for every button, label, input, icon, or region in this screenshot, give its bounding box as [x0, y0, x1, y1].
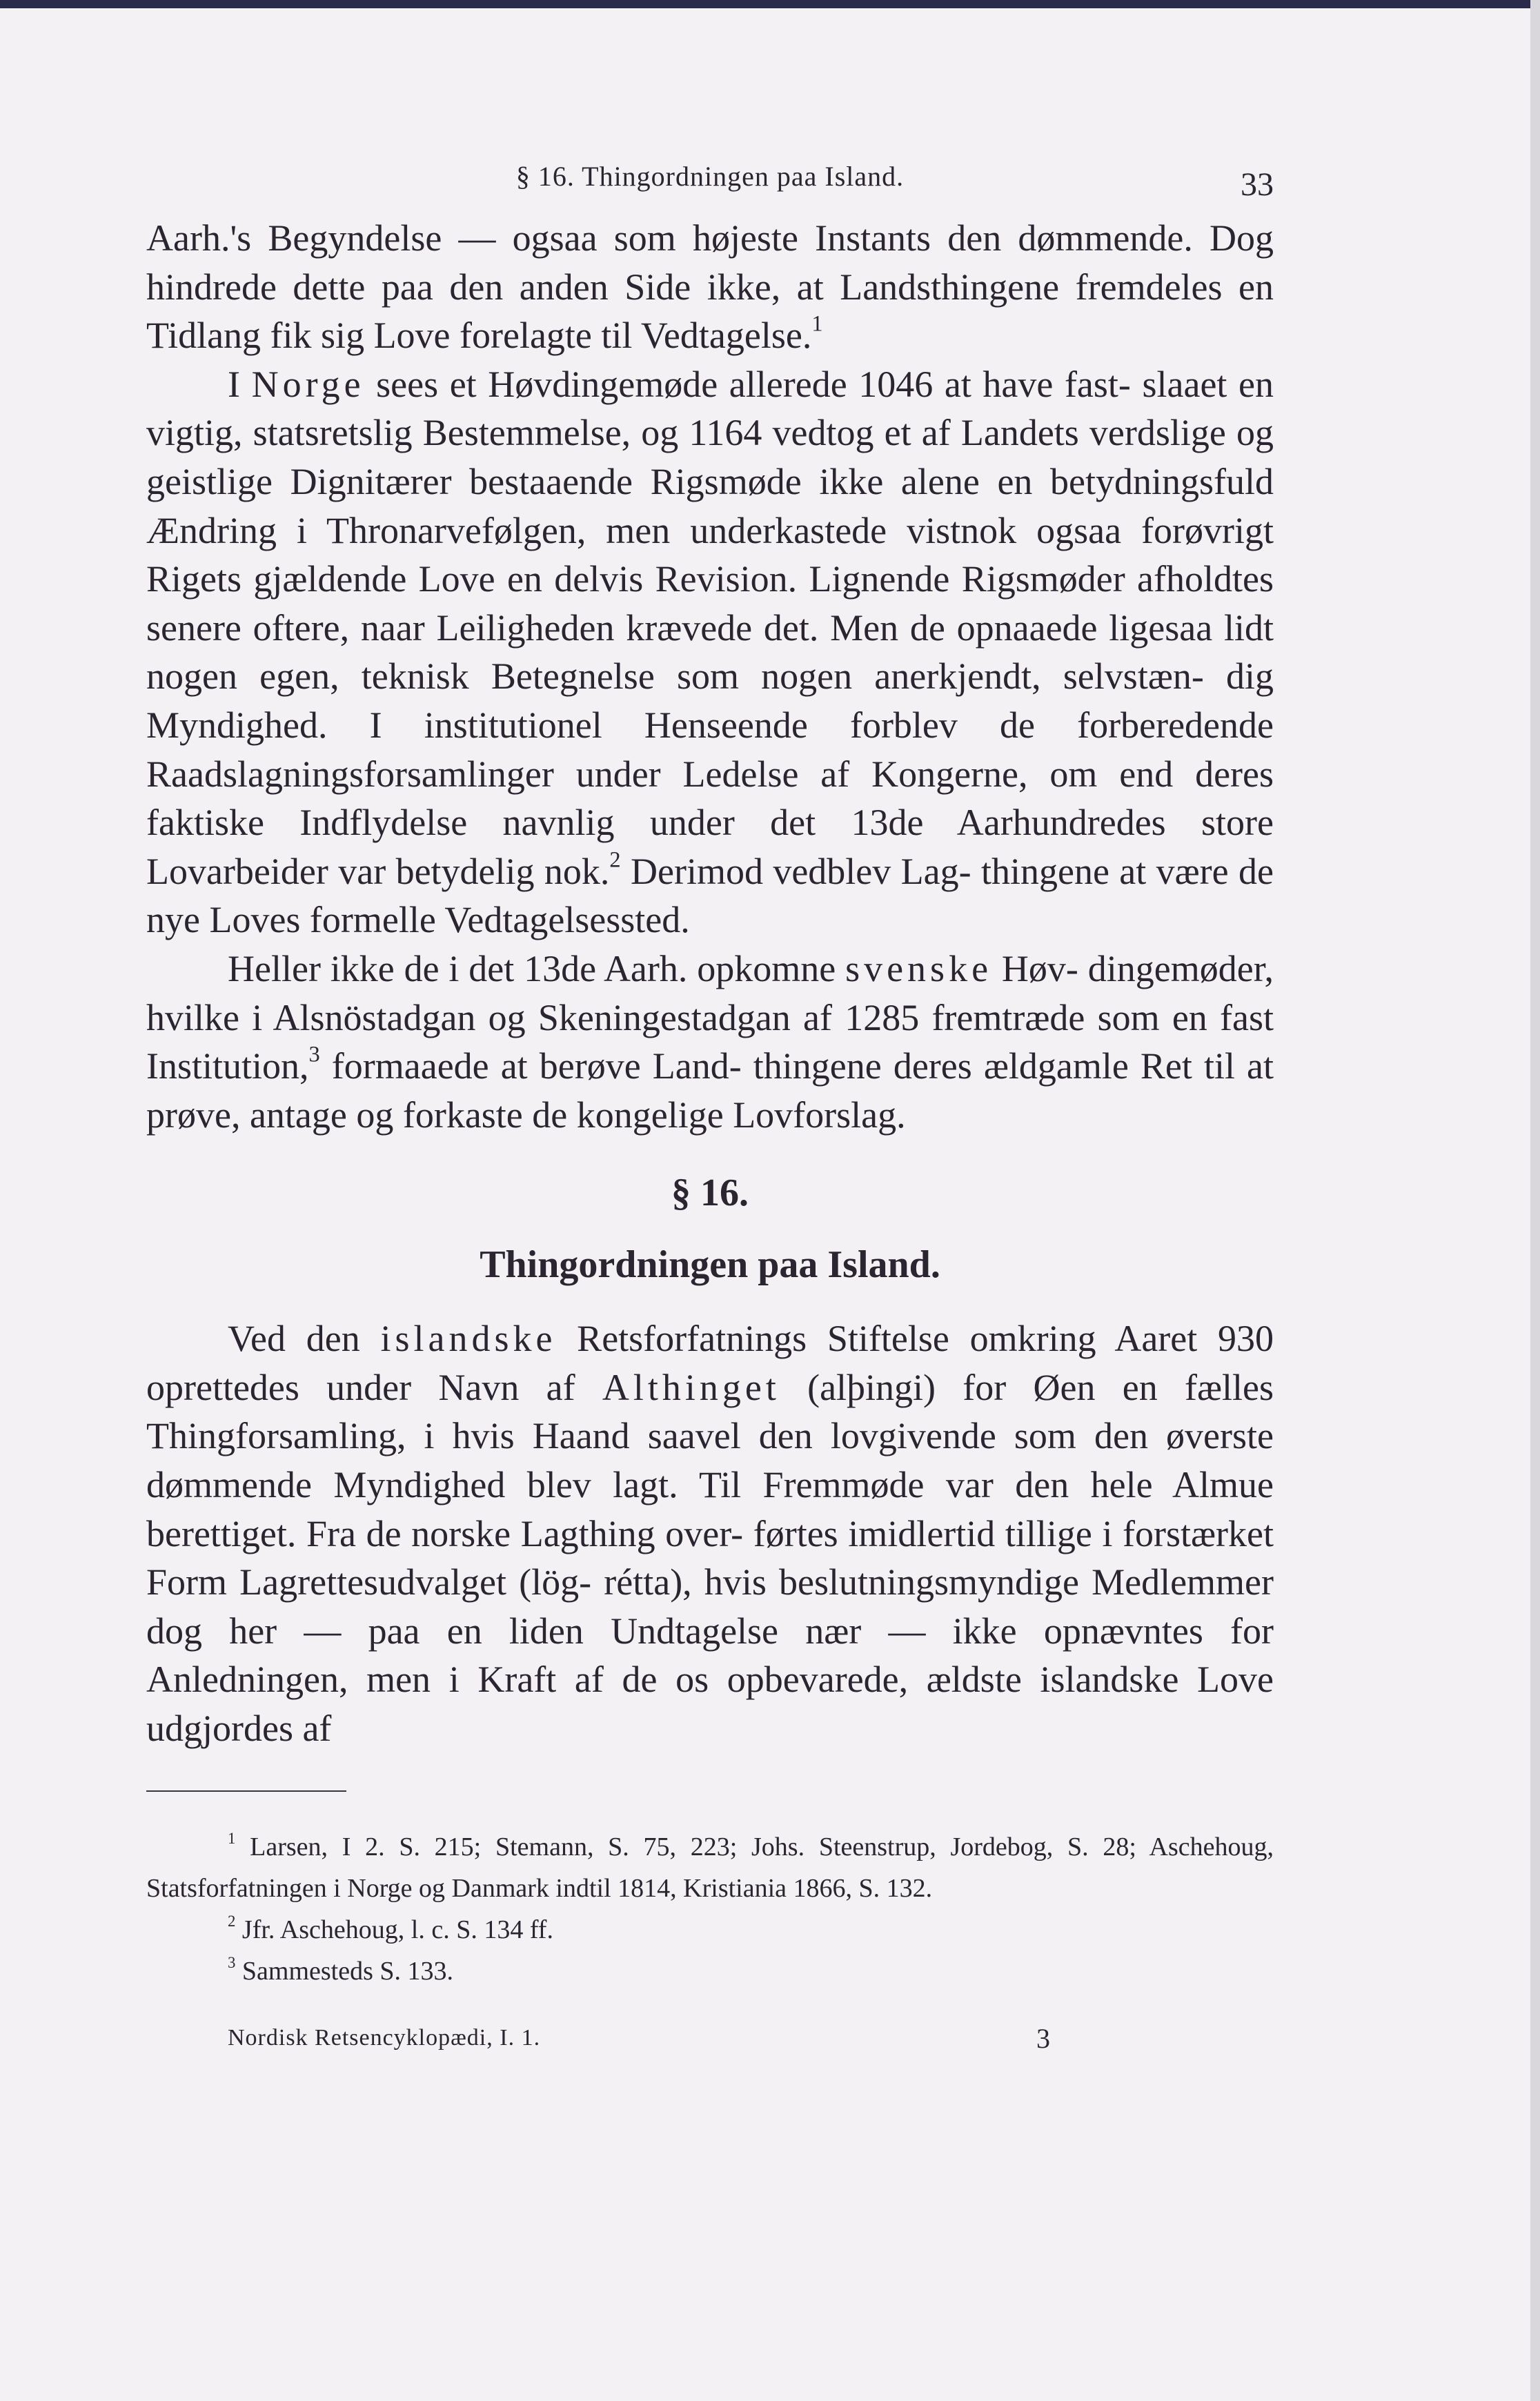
sp-line: liden Undtagelse nær — ikke opnævntes for Anledningen, men i [146, 1610, 1274, 1701]
section-paragraph [146, 1314, 1274, 1752]
footnote-ref-1[interactable]: 1 [811, 311, 823, 337]
p3-line: formaaede at berøve Land- [319, 1045, 742, 1087]
paragraph-2 [146, 360, 1274, 945]
p3-line: thingene deres ældgamle Ret til at prøve, antage og forkaste [146, 1045, 1274, 1136]
p2-line: thingene at være de nye Loves formelle Vedtagelsessted. [146, 850, 1274, 941]
p3-start: Heller ikke de i det 13de Aarh. opkomne [228, 947, 846, 989]
p3-line: dingemøder, hvilke i Alsnöstadgan og Skeningestadgan af 1285 [146, 947, 1274, 1038]
p2-line: dig Myndighed. I institutionel Henseende forblev de forberedende [146, 655, 1274, 746]
p2-line: slaaet en vigtig, statsretslig Bestemmelse, og 1164 vedtog et af [146, 363, 1274, 454]
sp-line: Retsforfatnings Stiftelse omkring Aaret [556, 1318, 1198, 1360]
signature-title: Nordisk Retsencyklopædi, I. 1. [228, 2024, 541, 2051]
p3-line: de kongelige Lovforslag. [532, 1094, 906, 1136]
footnote-ref-3[interactable]: 3 [308, 1042, 320, 1067]
p1-line: Aarh.'s Begyndelse — ogsaa som højeste Instants den dømmende. [146, 217, 1193, 259]
sp-line: rétta), hvis beslutningsmyndige Medlemmer dog her — paa en [146, 1561, 1274, 1652]
p2-line: naar Leiligheden krævede det. Men de opnaaede ligesaa lidt [360, 606, 1274, 649]
scan-right-edge [1530, 0, 1540, 2401]
fn1-line: 1814, Kristiania 1866, S. 132. [618, 1873, 933, 1903]
footnote-marker-1: 1 [228, 1829, 236, 1847]
running-title: § 16. Thingordningen paa Island. [515, 161, 905, 192]
section-number: § 16. [671, 1172, 749, 1215]
p2-line: sees et Høvdingemøde allerede 1046 at have fast- [364, 363, 1131, 405]
sp-line: førtes imidlertid tillige i forstærket Form Lagrettesudvalget (lög- [146, 1512, 1274, 1603]
sp-line: (alþingi) for Øen en [780, 1366, 1158, 1408]
p2-line: nogen egen, teknisk Betegnelse som nogen anerkjendt, selvstæn- [146, 655, 1204, 698]
p2-line: delvis Revision. Lignende Rigsmøder afholdtes senere oftere, [146, 558, 1274, 649]
sp-line: Kraft af de os opbevarede, ældste islandske Love udgjordes af [146, 1659, 1274, 1750]
p2-start: I [228, 363, 252, 405]
p2-line: deres faktiske Indflydelse navnlig under det 13de Aarhundredes [146, 753, 1274, 844]
scan-top-edge [0, 0, 1540, 8]
p2-line: store Lovarbeider var betydelig nok. [146, 802, 1274, 892]
footnote-2 [146, 1909, 1274, 1950]
spaced-word-islandske: islandske [380, 1318, 557, 1360]
paragraph-1 [146, 214, 1274, 360]
main-text [146, 214, 1274, 1139]
fn3-text: Sammesteds S. 133. [235, 1956, 454, 1986]
sp-start: Ved den [228, 1318, 381, 1360]
printer-signature [146, 2013, 1274, 2061]
section-text [146, 1314, 1274, 1752]
p2-line: Derimod vedblev Lag- [620, 850, 971, 892]
p2-line: underkastede vistnok ogsaa forøvrigt Rigets gjældende Love en [146, 509, 1274, 600]
sp-line: fælles Thingforsamling, i hvis Haand saavel den lovgivende som [146, 1366, 1274, 1457]
footnote-marker-3: 3 [228, 1953, 236, 1971]
book-page [146, 152, 1274, 2061]
sp-line: var den hele Almue berettiget. Fra de norske Lagthing over- [146, 1464, 1274, 1554]
spaced-word-althinget: Althinget [602, 1366, 780, 1408]
fn1-line: Jordebog, S. 28; Aschehoug, Statsforfatningen i Norge og Danmark indtil [146, 1832, 1274, 1903]
footnote-marker-2: 2 [228, 1912, 236, 1930]
signature-number: 3 [1036, 2022, 1051, 2054]
footnote-3 [146, 1950, 1274, 1992]
fn2-text: Jfr. Aschehoug, l. c. S. 134 ff. [235, 1915, 553, 1944]
p2-line: ikke alene en betydningsfuld Ændring i Thronarvefølgen, men [146, 460, 1274, 551]
p3-line: fremtræde som en fast Institution, [146, 996, 1274, 1087]
section-title: Thingordningen paa Island. [480, 1243, 940, 1287]
spaced-word-norge: Norge [251, 363, 365, 405]
sp-line: 930 oprettedes under Navn af [146, 1318, 1274, 1408]
p1-line: Dog hindrede dette paa den anden Side ikke, at Landsthingene [146, 217, 1274, 308]
footnotes [146, 1826, 1274, 1992]
p1-line: fremdeles en Tidlang fik sig Love forelagte til Vedtagelse. [146, 266, 1274, 357]
footnote-ref-2[interactable]: 2 [609, 847, 621, 873]
p2-line: Raadslagningsforsamlinger under Ledelse af Kongerne, om end [146, 753, 1174, 795]
p2-line: Landets verdslige og geistlige Dignitærer bestaaende Rigsmøde [146, 412, 1274, 502]
spaced-word-svenske: svenske [845, 947, 993, 989]
fn1-line: Larsen, I 2. S. 215; Stemann, S. 75, 223; Johs. Steenstrup, [235, 1832, 936, 1861]
running-header [146, 152, 1274, 214]
footnote-1 [146, 1826, 1274, 1909]
sp-line: den øverste dømmende Myndighed blev lagt. Til Fremmøde [146, 1415, 1274, 1506]
paragraph-3 [146, 945, 1274, 1139]
page-number: 33 [1241, 166, 1274, 203]
p3-line: Høv- [992, 947, 1078, 989]
footnote-rule [146, 1790, 346, 1792]
